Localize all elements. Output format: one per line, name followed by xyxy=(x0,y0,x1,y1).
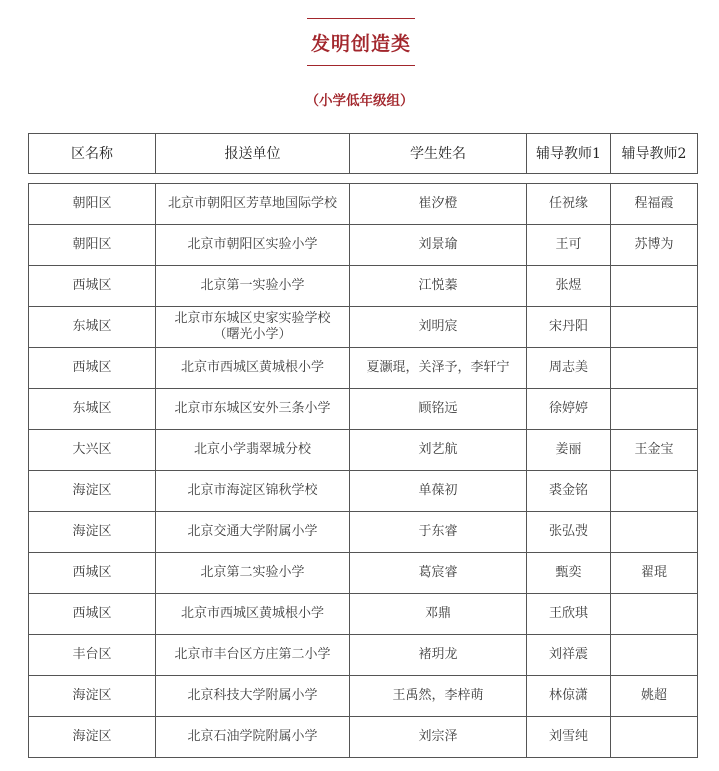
teacher-2-cell: 翟琨 xyxy=(611,553,698,594)
teacher-2-cell: 苏博为 xyxy=(611,225,698,266)
page-subtitle: （小学低年级组） xyxy=(305,93,414,109)
school-cell: 北京市海淀区锦秋学校 xyxy=(156,471,350,512)
teacher-2-cell xyxy=(611,266,698,307)
header-teacher-1: 辅导教师1 xyxy=(527,134,611,174)
school-cell: 北京第一实验小学 xyxy=(156,266,350,307)
student-cell: 崔汐橙 xyxy=(350,184,527,225)
teacher-1-cell: 姜丽 xyxy=(527,430,611,471)
district-cell: 西城区 xyxy=(29,266,156,307)
district-cell: 海淀区 xyxy=(29,676,156,717)
title-frame xyxy=(307,18,415,66)
student-cell: 顾铭远 xyxy=(350,389,527,430)
school-cell: 北京市西城区黄城根小学 xyxy=(156,594,350,635)
results-table xyxy=(28,183,698,758)
teacher-2-cell xyxy=(611,348,698,389)
district-cell: 丰台区 xyxy=(29,635,156,676)
teacher-2-cell xyxy=(611,471,698,512)
table-row xyxy=(29,266,698,307)
teacher-1-cell: 宋丹阳 xyxy=(527,307,611,348)
district-cell: 大兴区 xyxy=(29,430,156,471)
page-title: 发明创造类 xyxy=(310,32,411,55)
school-cell: 北京科技大学附属小学 xyxy=(156,676,350,717)
table-row xyxy=(29,717,698,758)
district-cell: 朝阳区 xyxy=(29,184,156,225)
teacher-1-cell: 王可 xyxy=(527,225,611,266)
table-row xyxy=(29,225,698,266)
student-cell: 邓鼎 xyxy=(350,594,527,635)
table-row xyxy=(29,348,698,389)
school-cell: 北京市西城区黄城根小学 xyxy=(156,348,350,389)
teacher-1-cell: 林倞潇 xyxy=(527,676,611,717)
district-cell: 海淀区 xyxy=(29,471,156,512)
school-cell: 北京第二实验小学 xyxy=(156,553,350,594)
teacher-1-cell: 刘祥震 xyxy=(527,635,611,676)
student-cell: 刘景瑜 xyxy=(350,225,527,266)
school-cell: 北京交通大学附属小学 xyxy=(156,512,350,553)
school-cell: 北京市丰台区方庄第二小学 xyxy=(156,635,350,676)
table-row xyxy=(29,471,698,512)
student-cell: 单葆初 xyxy=(350,471,527,512)
teacher-1-cell: 刘雪纯 xyxy=(527,717,611,758)
table-row xyxy=(29,635,698,676)
teacher-1-cell: 周志美 xyxy=(527,348,611,389)
header-row xyxy=(29,134,698,174)
header-student: 学生姓名 xyxy=(350,134,527,174)
student-cell: 褚玥龙 xyxy=(350,635,527,676)
table-row xyxy=(29,430,698,471)
teacher-2-cell xyxy=(611,594,698,635)
student-cell: 刘明宸 xyxy=(350,307,527,348)
table-row xyxy=(29,553,698,594)
student-cell: 江悦蓁 xyxy=(350,266,527,307)
district-cell: 东城区 xyxy=(29,389,156,430)
teacher-1-cell: 张煜 xyxy=(527,266,611,307)
table-row xyxy=(29,512,698,553)
table-row xyxy=(29,184,698,225)
teacher-2-cell: 王金宝 xyxy=(611,430,698,471)
district-cell: 朝阳区 xyxy=(29,225,156,266)
header-district: 区名称 xyxy=(29,134,156,174)
district-cell: 西城区 xyxy=(29,553,156,594)
school-cell: 北京石油学院附属小学 xyxy=(156,717,350,758)
teacher-2-cell xyxy=(611,717,698,758)
table-row xyxy=(29,307,698,348)
school-cell: 北京市东城区史家实验学校（曙光小学） xyxy=(156,307,350,348)
teacher-2-cell: 姚超 xyxy=(611,676,698,717)
teacher-1-cell: 王欣琪 xyxy=(527,594,611,635)
student-cell: 王禹然，李梓萌 xyxy=(350,676,527,717)
teacher-2-cell xyxy=(611,307,698,348)
school-cell: 北京小学翡翠城分校 xyxy=(156,430,350,471)
header-school: 报送单位 xyxy=(156,134,350,174)
table-header xyxy=(28,133,698,174)
school-cell: 北京市朝阳区实验小学 xyxy=(156,225,350,266)
district-cell: 西城区 xyxy=(29,348,156,389)
teacher-2-cell xyxy=(611,635,698,676)
teacher-1-cell: 任祝缘 xyxy=(527,184,611,225)
student-cell: 葛宸睿 xyxy=(350,553,527,594)
header-teacher-2: 辅导教师2 xyxy=(611,134,698,174)
teacher-2-cell: 程福霞 xyxy=(611,184,698,225)
table-row xyxy=(29,594,698,635)
teacher-2-cell xyxy=(611,389,698,430)
district-cell: 海淀区 xyxy=(29,512,156,553)
student-cell: 夏灏琨，关泽予，李轩宁 xyxy=(350,348,527,389)
teacher-1-cell: 张弘弢 xyxy=(527,512,611,553)
teacher-2-cell xyxy=(611,512,698,553)
school-cell: 北京市朝阳区芳草地国际学校 xyxy=(156,184,350,225)
teacher-1-cell: 徐婷婷 xyxy=(527,389,611,430)
student-cell: 刘宗泽 xyxy=(350,717,527,758)
teacher-1-cell: 裘金铭 xyxy=(527,471,611,512)
teacher-1-cell: 甄奕 xyxy=(527,553,611,594)
student-cell: 于东睿 xyxy=(350,512,527,553)
district-cell: 西城区 xyxy=(29,594,156,635)
school-cell: 北京市东城区安外三条小学 xyxy=(156,389,350,430)
district-cell: 海淀区 xyxy=(29,717,156,758)
district-cell: 东城区 xyxy=(29,307,156,348)
table-row xyxy=(29,389,698,430)
table-row xyxy=(29,676,698,717)
student-cell: 刘艺航 xyxy=(350,430,527,471)
